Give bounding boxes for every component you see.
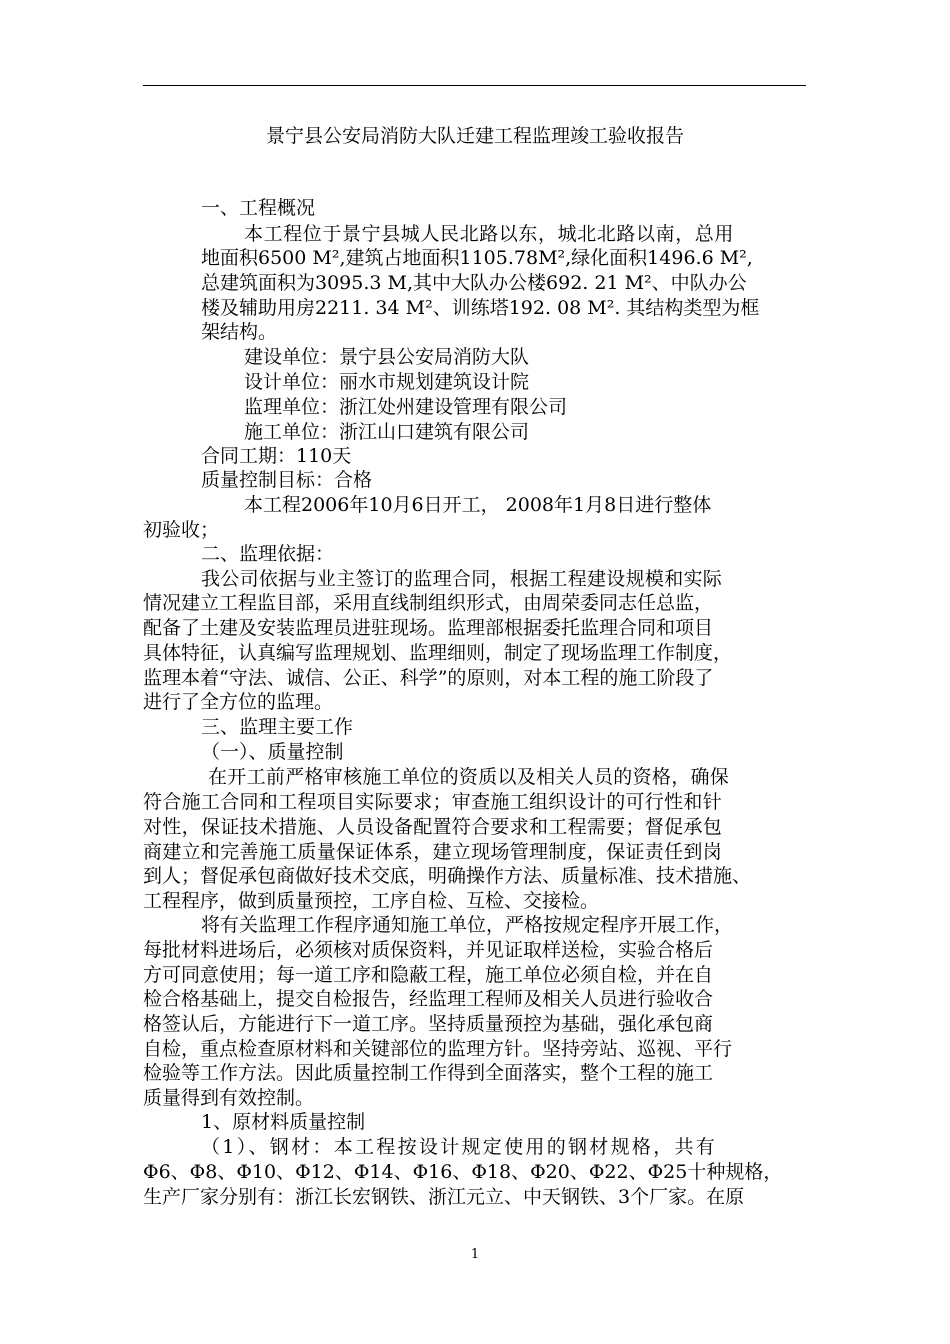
body-line: 架结构。: [201, 321, 278, 343]
body-line: 质量控制目标：合格: [201, 469, 373, 491]
body-line: 配备了土建及安装监理员进驻现场。监理部根据委托监理合同和项目: [143, 617, 714, 639]
body-line: 我公司依据与业主签订的监理合同，根据工程建设规模和实际: [201, 568, 723, 590]
body-line: 格签认后，方能进行下一道工序。坚持质量预控为基础，强化承包商: [143, 1013, 714, 1035]
body-line: 初验收；: [143, 519, 220, 541]
body-line: 地面积6500 M²,建筑占地面积1105.78M²,绿化面积1496.6 M²,: [201, 247, 753, 269]
body-line: 情况建立工程监目部，采用直线制组织形式，由周荣委同志任总监，: [143, 592, 714, 614]
body-line: 检合格基础上，提交自检报告，经监理工程师及相关人员进行验收合: [143, 988, 714, 1010]
body-line: 总建筑面积为3095.3 M,其中大队办公楼692. 21 M²、中队办公: [201, 272, 747, 294]
body-line: 商建立和完善施工质量保证体系，建立现场管理制度，保证责任到岗: [143, 841, 723, 863]
body-line: （1）、钢材：本工程按设计规定使用的钢材规格，共有: [201, 1136, 718, 1158]
body-line: 1、原材料质量控制: [201, 1111, 366, 1133]
header-rule: [143, 85, 806, 86]
body-line: 本工程位于景宁县城人民北路以东，城北北路以南，总用: [244, 223, 735, 245]
body-line: 到人；督促承包商做好技术交底，明确操作方法、质量标准、技术措施、: [143, 865, 752, 887]
body-line: Φ6、Φ8、Φ10、Φ12、Φ14、Φ16、Φ18、Φ20、Φ22、Φ25十种规格，: [143, 1161, 783, 1183]
body-line: 质量得到有效控制。: [143, 1087, 315, 1109]
body-line: 建设单位：景宁县公安局消防大队: [244, 346, 530, 368]
body-line: 设计单位：丽水市规划建筑设计院: [244, 371, 530, 393]
document-title: 景宁县公安局消防大队迁建工程监理竣工验收报告: [265, 125, 684, 147]
body-line: （一）、质量控制: [201, 741, 344, 763]
body-line: 进行了全方位的监理。: [143, 691, 334, 713]
body-line: 三、监理主要工作: [201, 716, 354, 738]
body-line: 对性，保证技术措施、人员设备配置符合要求和工程需要；督促承包: [143, 816, 723, 838]
body-line: 每批材料进场后，必须核对质保资料，并见证取样送检，实验合格后: [143, 939, 714, 961]
body-line: 监理单位：浙江处州建设管理有限公司: [244, 396, 568, 418]
body-line: 楼及辅助用房2211. 34 M²、训练塔192. 08 M². 其结构类型为框: [201, 297, 760, 319]
body-line: 工程程序，做到质量预控，工序自检、互检、交接检。: [143, 890, 600, 912]
page-number: 1: [470, 1247, 480, 1262]
body-line: 在开工前严格审核施工单位的资质以及相关人员的资格，确保: [208, 766, 730, 788]
body-line: 检验等工作方法。因此质量控制工作得到全面落实，整个工程的施工: [143, 1062, 714, 1084]
body-line: 合同工期：110天: [201, 445, 352, 467]
body-line: 二、监理依据：: [201, 543, 335, 565]
body-line: 生产厂家分别有：浙江长宏钢铁、浙江元立、中天钢铁、3个厂家。在原: [143, 1186, 745, 1208]
body-line: 方可同意使用；每一道工序和隐蔽工程，施工单位必须自检，并在自: [143, 964, 714, 986]
body-line: 本工程2006年10月6日开工， 2008年1月8日进行整体: [244, 494, 712, 516]
body-line: 一、工程概况: [201, 197, 316, 219]
body-line: 自检，重点检查原材料和关键部位的监理方针。坚持旁站、巡视、平行: [143, 1038, 733, 1060]
body-line: 符合施工合同和工程项目实际要求；审查施工组织设计的可行性和针: [143, 791, 723, 813]
body-line: 将有关监理工作程序通知施工单位，严格按规定程序开展工作，: [201, 914, 734, 936]
body-line: 监理本着“守法、诚信、公正、科学”的原则，对本工程的施工阶段了: [143, 667, 714, 689]
body-line: 具体特征，认真编写监理规划、监理细则，制定了现场监理工作制度，: [143, 642, 733, 664]
body-line: 施工单位：浙江山口建筑有限公司: [244, 421, 530, 443]
